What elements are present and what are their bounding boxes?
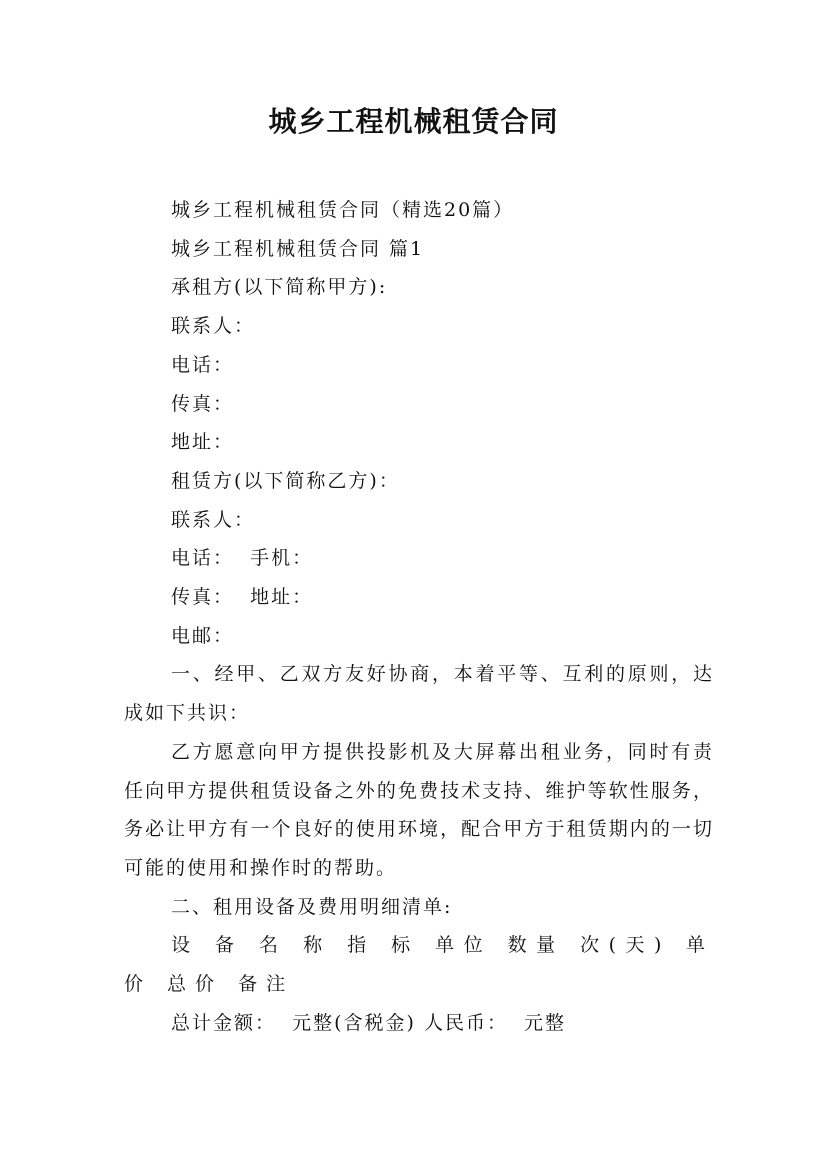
document-title: 城乡工程机械租赁合同 (268, 105, 559, 138)
paragraph-lessor-email: 电邮： (171, 624, 235, 647)
paragraph-lessee-fax: 传真： (171, 392, 235, 415)
paragraph-lessee: 承租方(以下简称甲方): (171, 276, 388, 299)
paragraph-lessee-phone: 电话： (171, 353, 235, 376)
paragraph-lessor-phone: 电话： 手机： (171, 547, 314, 570)
paragraph-subtitle: 城乡工程机械租赁合同（精选20篇） (171, 199, 515, 221)
paragraph-total-amount: 总计金额： 元整(含税金) 人民币： 元整 (171, 1011, 567, 1034)
paragraph-clause-one-body: 乙方愿意向甲方提供投影机及大屏幕出租业务，同时有责任向甲方提供租赁设备之外的免费技术支持、维护等软性服务，务必让甲方有一个良好的使用环境，配合甲方于租赁期内的一切可能的使用和操作时的帮助。 (124, 740, 714, 879)
paragraph-lessor-fax-address: 传真： 地址： (171, 586, 314, 609)
paragraph-clause-one: 一、经甲、乙双方友好协商，本着平等、互利的原则，达成如下共识： (124, 663, 714, 725)
paragraph-lessor: 租赁方(以下简称乙方)： (171, 469, 400, 492)
paragraph-clause-two: 二、租用设备及费用明细清单: (171, 895, 453, 918)
paragraph-equipment-columns: 设 备 名 称 指 标 单位 数量 次(天) 单价 总价 备注 (124, 934, 714, 996)
paragraph-lessee-address: 地址： (171, 431, 235, 454)
paragraph-lessee-contact: 联系人： (171, 315, 256, 338)
paragraph-section-heading: 城乡工程机械租赁合同 篇1 (171, 237, 425, 260)
paragraph-lessor-contact: 联系人： (171, 508, 256, 531)
document-body (124, 191, 714, 1042)
